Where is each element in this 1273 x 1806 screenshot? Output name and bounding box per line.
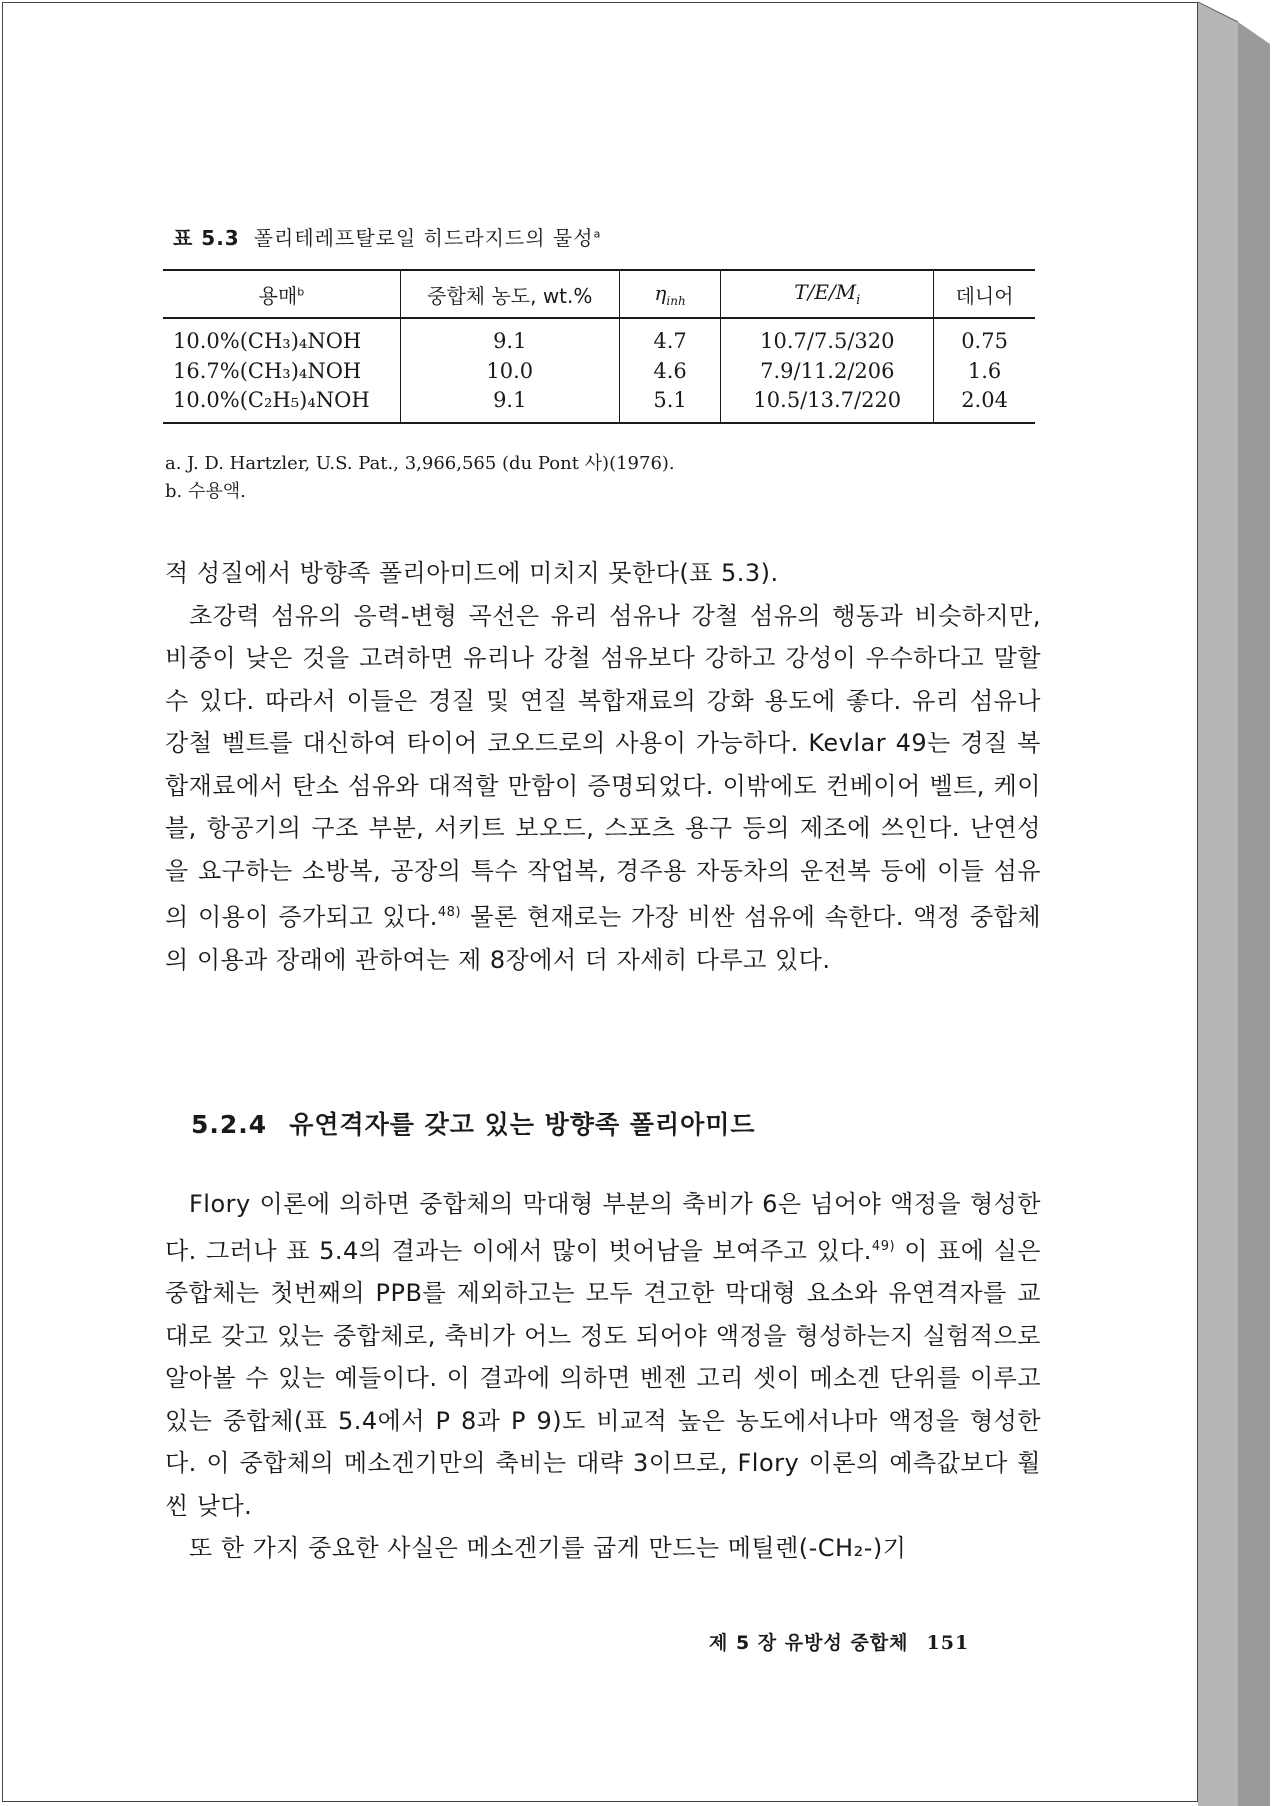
footnote-a: a. J. D. Hartzler, U.S. Pat., 3,966,565 (du Pont 사)(1976). bbox=[165, 453, 675, 474]
paragraph: 적 성질에서 방향족 폴리아미드에 미치지 못한다(표 5.3). bbox=[165, 559, 779, 587]
reference-mark: 48) bbox=[437, 905, 462, 920]
table-row bbox=[163, 353, 1035, 388]
footnote-b: b. 수용액. bbox=[165, 481, 246, 502]
paragraph: 초강력 섬유의 응력-변형 곡선은 유리 섬유나 강철 섬유의 행동과 비슷하지만, 비중이 낮은 것을 고려하면 유리나 강철 섬유보다 강하고 강성이 우수하다고 말할 수 있다. 따라서 이들은 경질 및 연질 복합재료의 강화 용도에 좋다. 유리 섬유나 강철 벨트를 대신하여 타이어 코오드로의 사용이 가능하다. Kevlar 49는 경질 복합재료에서 탄소 섬유와 대적할 만함이 증명되었다. 이밖에도 컨베이어 벨트, 케이블, 항공기의 구조 부분, 서키트 보오드, 스포츠 용구 등의 제조에 쓰인다. 난연성을 요구하는 소방복, 공장의 특수 작업복, 경주용 자동차의 운전복 등에 이들 섬유의 이용이 증가되고 있다.$^{48)}$ 물론 현재로는 가장 비싼 섬유에 속한다. 액정 중합체의 이용과 장래에 관하여는 제 8장에서 더 자세히 다루고 있다. bbox=[165, 601, 1041, 974]
book-spine bbox=[1198, 0, 1270, 1806]
table-title-footnote-mark: a bbox=[593, 227, 602, 241]
table-header-row bbox=[163, 270, 1035, 318]
cell-concentration: 9.1 bbox=[400, 388, 619, 423]
properties-table bbox=[163, 269, 1035, 424]
cell-tem: 7.9/11.2/206 bbox=[721, 353, 934, 388]
table-row bbox=[163, 388, 1035, 423]
section-heading bbox=[191, 1105, 756, 1141]
cell-inh: 5.1 bbox=[619, 388, 721, 423]
paragraph: Flory 이론에 의하면 중합체의 막대형 부분의 축비가 6은 넘어야 액정을 형성한다. 그러나 표 5.4의 결과는 이에서 많이 벗어남을 보여주고 있다.$^{49)}$ 이 표에 실은 중합체는 첫번째의 PPB를 제외하고는 모두 견고한 막대형 요소와 유연격자를 교대로 갖고 있는 중합체로, 축비가 어느 정도 되어야 액정을 형성하는지 실험적으로 알아볼 수 있는 예들이다. 이 결과에 의하면 벤젠 고리 셋이 메소겐 단위를 이루고 있는 중합체(표 5.4에서 P 8과 P 9)도 비교적 높은 농도에서나마 액정을 형성한다. 이 중합체의 메소겐기만의 축비는 대략 3이므로, Flory 이론의 예측값보다 훨씬 낮다. bbox=[165, 1190, 1041, 1520]
table-title: 폴리테레프탈로일 히드라지드의 물성 bbox=[253, 226, 594, 250]
header-tem: $T/E/M_i$ bbox=[721, 270, 934, 318]
table-caption bbox=[173, 222, 601, 251]
header-denier: 데니어 bbox=[934, 270, 1035, 318]
cell-solvent: 10.0%(CH₃)₄NOH bbox=[173, 329, 362, 353]
header-inh: $\eta_{inh}$ bbox=[619, 270, 721, 318]
running-footer bbox=[709, 1628, 969, 1655]
table-number: 표 5.3 bbox=[173, 226, 240, 250]
chapter-title: 제 5 장 유방성 중합체 bbox=[709, 1632, 909, 1654]
section-title: 유연격자를 갖고 있는 방향족 폴리아미드 bbox=[289, 1110, 756, 1139]
header-concentration: 중합체 농도, wt.% bbox=[400, 270, 619, 318]
cell-solvent: 16.7%(CH₃)₄NOH bbox=[173, 358, 362, 383]
cell-inh: 4.7 bbox=[619, 318, 721, 353]
cell-denier: 0.75 bbox=[934, 318, 1035, 353]
cell-solvent: 10.0%(C₂H₅)₄NOH bbox=[163, 388, 400, 423]
page-number: 151 bbox=[926, 1632, 970, 1654]
cell-denier: 1.6 bbox=[934, 353, 1035, 388]
body-text-after bbox=[165, 1183, 1041, 1570]
cell-concentration: 9.1 bbox=[400, 318, 619, 353]
book-page bbox=[2, 2, 1198, 1802]
table-row bbox=[163, 318, 1035, 353]
paragraph: 또 한 가지 중요한 사실은 메소겐기를 굽게 만드는 메틸렌(-CH₂-)기 bbox=[189, 1534, 907, 1562]
cell-denier: 2.04 bbox=[934, 388, 1035, 423]
cell-tem: 10.5/13.7/220 bbox=[721, 388, 934, 423]
cell-inh: 4.6 bbox=[619, 353, 721, 388]
body-text-before bbox=[165, 552, 1041, 981]
cell-tem: 10.7/7.5/320 bbox=[721, 318, 934, 353]
header-solvent: 용매$^b$ bbox=[163, 270, 400, 318]
cell-concentration: 10.0 bbox=[400, 353, 619, 388]
reference-mark: 49) bbox=[871, 1238, 896, 1254]
section-number: 5.2.4 bbox=[191, 1110, 268, 1139]
table-footnotes bbox=[165, 450, 675, 506]
